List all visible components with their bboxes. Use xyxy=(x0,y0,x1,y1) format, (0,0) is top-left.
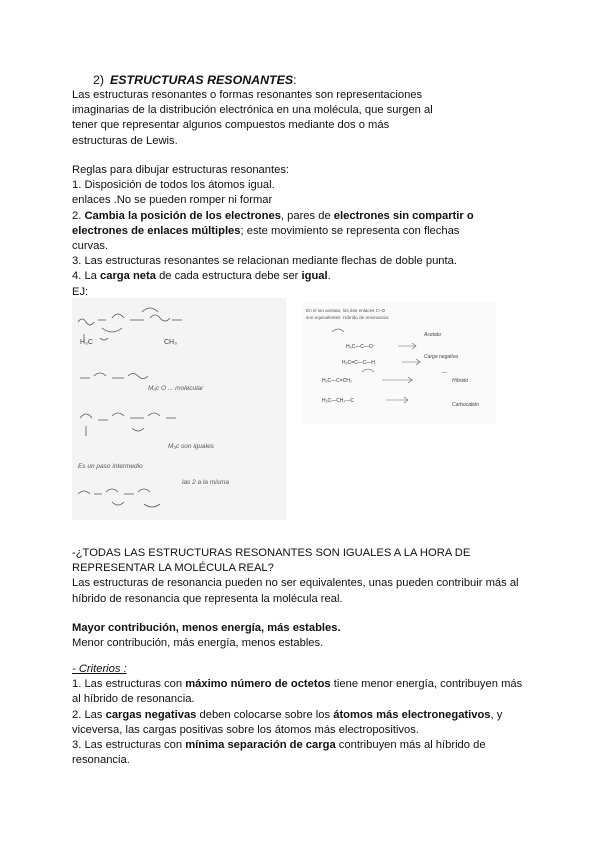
figure-left-note: M₃c O ... molecular xyxy=(148,385,204,392)
rule-4-text: de cada estructura debe ser xyxy=(155,270,302,283)
example-label: EJ: xyxy=(72,285,89,298)
rule-2-cont xyxy=(72,224,512,239)
rule-4-bold: igual xyxy=(301,270,328,283)
figure-right-row: H₃C—C—O⁻ xyxy=(346,344,376,350)
rule-1-cont: enlaces .No se pueden romper ni formar xyxy=(72,194,273,207)
question-line: REPRESENTAR LA MOLÉCULA REAL? xyxy=(72,562,274,575)
rule-2-text: 2. xyxy=(72,209,85,222)
rule-1: 1. Disposición de todos los átomos igual. xyxy=(72,179,275,192)
section-heading xyxy=(93,73,297,88)
mayor-line xyxy=(72,621,512,636)
criterion-1 xyxy=(72,677,542,692)
figure-right-note: — xyxy=(442,370,447,376)
figure-right-note: Híbrido xyxy=(452,378,469,384)
rule-2-cont: curvas. xyxy=(72,240,109,253)
criterion-bold: cargas negativas xyxy=(105,708,197,721)
figure-right-note: Carbocatión xyxy=(452,402,479,408)
criteria-title xyxy=(72,662,542,677)
handwritten-resonance-figure xyxy=(72,298,286,520)
rules-title: Reglas para dibujar estructuras resonantes: xyxy=(72,164,290,176)
rule-3: 3. Las estructuras resonantes se relacionan mediante flechas de doble punta. xyxy=(72,255,457,268)
criterion-text: contribuyen más al híbrido de xyxy=(335,739,486,752)
answer-line: híbrido de resonancia que representa la molécula real. xyxy=(72,592,343,605)
figure-right-note: Carga negativa xyxy=(424,354,458,360)
figure-left-label: H₃C xyxy=(80,339,93,346)
criterion-text: 3. Las estructuras con xyxy=(72,739,186,752)
answer-line: Las estructuras de resonancia pueden no ser equivalentes, unas pueden contribuir más al xyxy=(72,577,519,590)
criterion-bold: átomos más electronegativos xyxy=(333,708,491,721)
rule-2-bold: Cambia la posición de los electrones xyxy=(84,209,281,222)
section-colon: : xyxy=(293,73,297,87)
scanned-resonance-figure xyxy=(302,302,496,424)
criterion-text: , y xyxy=(490,708,503,721)
contribution-block xyxy=(72,621,512,651)
intro-line: Las estructuras resonantes o formas resonantes son representaciones xyxy=(72,89,423,101)
criterion-bold: máximo número de octetos xyxy=(185,678,331,691)
figure-left-label: CH₃ xyxy=(164,339,177,346)
criterion-2 xyxy=(72,708,542,723)
intro-line: tener que representar algunos compuestos mediante dos o más xyxy=(72,119,390,132)
intro-line: imaginarias de la distribución electrónica en una molécula, que surgen al xyxy=(72,104,433,117)
criterion-text: 1. Las estructuras con xyxy=(72,678,186,691)
section-number: 2) xyxy=(93,73,105,87)
figure-left-note: las 2 a la misma xyxy=(182,479,229,486)
menor-line: Menor contribución, más energía, menos estables. xyxy=(72,637,324,650)
criterion-text: 2. Las xyxy=(72,708,106,721)
figure-right-note: Acetato xyxy=(424,332,441,338)
intro-line: estructuras de Lewis. xyxy=(72,134,178,147)
intro-paragraph xyxy=(72,88,512,149)
rule-4-text: . xyxy=(327,270,331,283)
criterion-3 xyxy=(72,738,542,753)
section-title: ESTRUCTURAS RESONANTES xyxy=(110,73,294,87)
figure-right-caption: son equivalentes. Híbrido de resonancia: xyxy=(306,315,390,320)
rule-4-text: 4. La xyxy=(72,270,100,283)
rule-4 xyxy=(72,269,512,284)
rule-2 xyxy=(72,209,512,224)
figure-right-row: H₂C=C—C—H xyxy=(342,360,375,366)
rule-2-text: ; este movimiento se representa con flechas xyxy=(240,224,460,237)
question-line: -¿TODAS LAS ESTRUCTURAS RESONANTES SON IGUALES A LA HORA DE xyxy=(72,547,471,559)
rule-4-bold: carga neta xyxy=(100,270,156,283)
mayor-text: Mayor contribución, menos energía, más estables. xyxy=(72,622,341,634)
figure-left-note: Es un paso intermedio xyxy=(78,463,143,470)
figure-right-row: H₂C—CH₂—C xyxy=(322,398,354,404)
figure-left-note: M₃c son iguales xyxy=(168,443,214,450)
criterion-text: tiene menor energía, contribuyen más xyxy=(330,678,523,691)
question-block xyxy=(72,546,542,607)
criteria-title-text: - Criterios : xyxy=(72,663,127,675)
criterion-text: deben colocarse sobre los xyxy=(196,708,334,721)
criterion-2-cont: viceversa, las cargas positivas sobre los átomos más electropositivos. xyxy=(72,723,419,736)
criterion-1-cont: al híbrido de resonancia. xyxy=(72,693,195,706)
rule-2-bold: electrones de enlaces múltiples xyxy=(72,224,241,237)
criterion-3-cont: resonancia. xyxy=(72,754,130,767)
criteria-block xyxy=(72,662,542,768)
figure-right-row: H₂C—C=CH₂ xyxy=(322,378,352,384)
rule-2-bold: electrones sin compartir o xyxy=(333,209,474,222)
rules-list xyxy=(72,163,512,300)
criterion-bold: mínima separación de carga xyxy=(185,739,336,752)
figure-background xyxy=(72,298,286,520)
rule-2-text: , pares de xyxy=(280,209,334,222)
figure-right-caption: En el ion acetato, los dos enlaces C–O xyxy=(306,308,386,313)
